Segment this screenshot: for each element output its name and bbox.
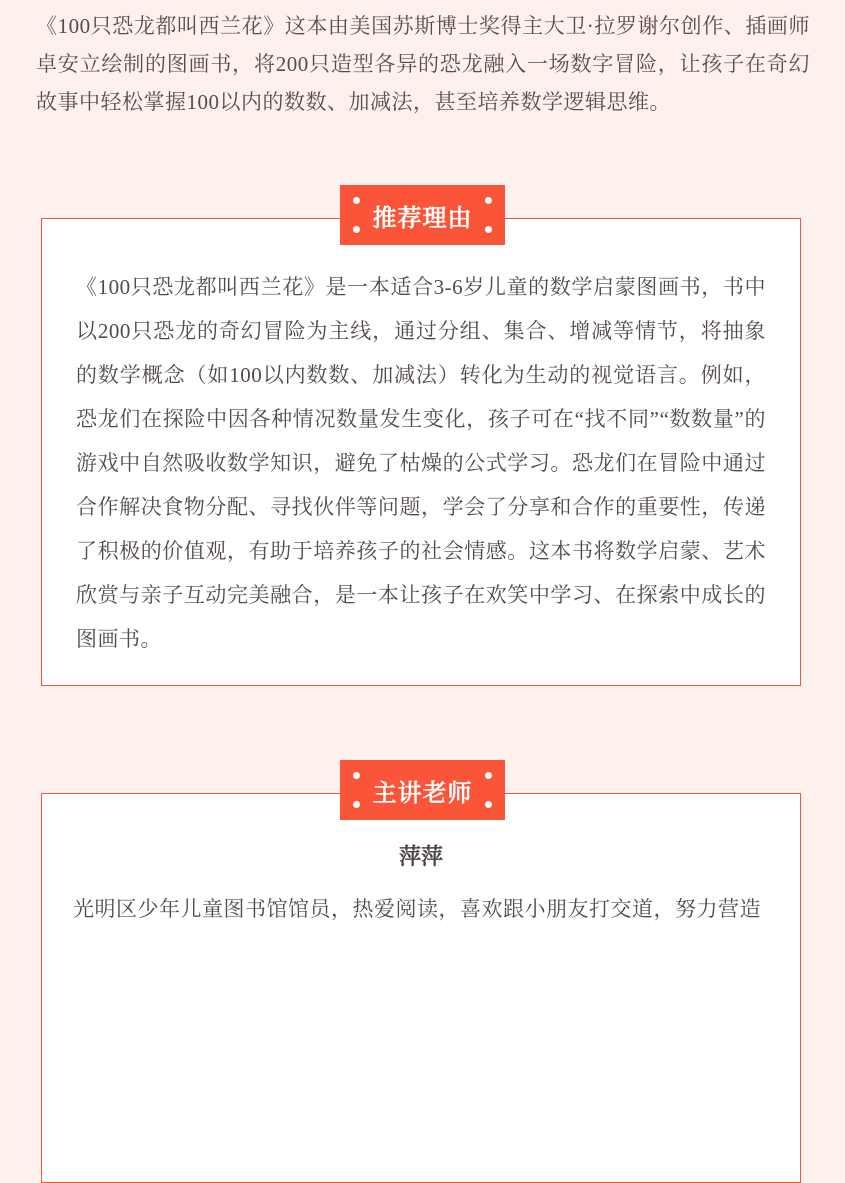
teacher-description: 光明区少年儿童图书馆馆员，热爱阅读，喜欢跟小朋友打交道，努力营造 [73,898,761,921]
badge-dot-icon [353,801,360,808]
recommend-section [0,185,845,686]
teacher-badge-label: 主讲老师 [372,779,473,807]
recommend-badge-label: 推荐理由 [372,204,473,232]
badge-dot-icon [485,197,492,204]
badge-dot-icon [485,772,492,779]
intro-paragraph: 《100只恐龙都叫西兰花》这本由美国苏斯博士奖得主大卫·拉罗谢尔创作、插画师卓安立绘制的图画书，将200只造型各异的恐龙融入一场数字冒险，让孩子在奇幻故事中轻松掌握100以内的数数、加减法，甚至培养数学逻辑思维。 [36,14,810,114]
recommend-card [41,218,801,686]
badge-dot-icon [485,226,492,233]
recommend-body-text: 《100只恐龙都叫西兰花》是一本适合3-6岁儿童的数学启蒙图画书，书中以200只恐龙的奇幻冒险为主线，通过分组、集合、增减等情节，将抽象的数学概念（如100以内数数、加减法）转化为生动的视觉语言。例如，恐龙们在探险中因各种情况数量发生变化，孩子可在“找不同”“数数量”的游戏中自然吸收数学知识，避免了枯燥的公式学习。恐龙们在冒险中通过合作解决食物分配、寻找伙伴等问题，学会了分享和合作的重要性，传递了积极的价值观，有助于培养孩子的社会情感。这本书将数学启蒙、艺术欣赏与亲子互动完美融合，是一本让孩子在欢笑中学习、在探索中成长的图画书。 [76,275,766,651]
badge-dot-icon [353,226,360,233]
badge-dot-icon [353,197,360,204]
teacher-name: 萍萍 [398,844,443,869]
badge-dot-icon [353,772,360,779]
teacher-section [0,760,845,1183]
teacher-badge [340,760,505,820]
recommend-badge [340,185,505,245]
badge-dot-icon [485,801,492,808]
teacher-card [41,793,801,1183]
